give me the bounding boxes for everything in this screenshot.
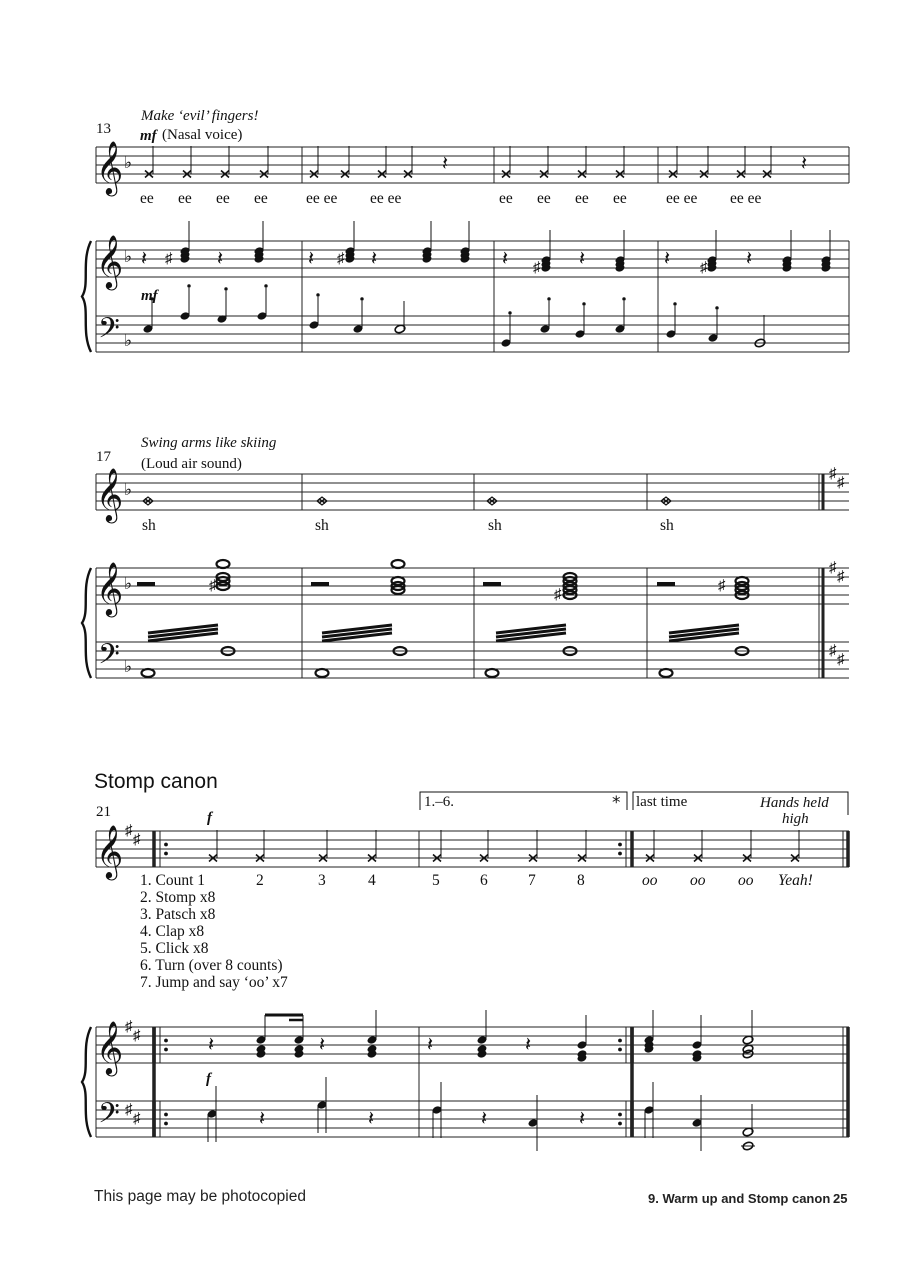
measure-number-17: 17 (96, 449, 111, 465)
staccato-dot (264, 284, 267, 287)
sharp-sign-icon: ♯ (533, 260, 541, 276)
repeat-dot (618, 1113, 622, 1117)
verse-item: 3. Patsch x8 (140, 906, 216, 923)
whole-note (660, 669, 673, 677)
quarter-rest-icon: 𝄽 (801, 153, 808, 175)
sharp-sign-icon: ♯ (125, 823, 133, 839)
sharp-sign-icon: ♯ (165, 251, 173, 267)
quarter-rest-icon: 𝄽 (259, 1108, 266, 1130)
measure-number-13: 13 (96, 121, 111, 137)
quarter-rest-icon: 𝄽 (308, 248, 315, 270)
treble-clef-icon: 𝄞 (96, 142, 124, 193)
half-rest (483, 582, 501, 586)
quarter-rest-icon: 𝄽 (579, 248, 586, 270)
direction-swing-arms: Swing arms like skiing (141, 435, 277, 451)
last-time-word: oo (738, 872, 754, 889)
quarter-rest-icon: 𝄽 (502, 248, 509, 270)
staccato-dot (360, 297, 363, 300)
count-label: 7 (528, 872, 536, 889)
sharp-sign-icon: ♯ (125, 1019, 133, 1035)
sharp-sign-icon: ♯ (837, 652, 845, 668)
verse-item: 2. Stomp x8 (140, 889, 216, 906)
lyric: sh (660, 517, 674, 534)
staccato-dot (715, 306, 718, 309)
last-time-word: Yeah! (778, 872, 813, 889)
verse-item: 7. Jump and say ‘oo’ x7 (140, 974, 288, 991)
quarter-rest-icon: 𝄽 (525, 1034, 532, 1056)
staccato-dot (316, 293, 319, 296)
footnote-asterisk: * (612, 793, 621, 813)
brace-icon (82, 568, 91, 678)
lyric: sh (488, 517, 502, 534)
treble-clef-icon: 𝄞 (96, 563, 124, 614)
repeat-dot (164, 852, 168, 856)
sharp-sign-icon: ♯ (829, 466, 837, 482)
count-label: 3 (318, 872, 326, 889)
repeat-dot (618, 1122, 622, 1126)
whole-note (392, 560, 405, 568)
count-label: 1. Count 1 (140, 872, 206, 889)
lyric: ee (178, 190, 192, 207)
volta-first-ending-label: 1.–6. (424, 794, 454, 810)
section-title: Stomp canon (94, 770, 218, 793)
lyric: ee ee (666, 190, 698, 207)
flat-sign-icon: ♭ (124, 247, 133, 266)
lyric: ee (499, 190, 513, 207)
staccato-dot (622, 297, 625, 300)
staccato-dot (508, 311, 511, 314)
lyric: ee (216, 190, 230, 207)
bass-clef-icon: 𝄢 (98, 640, 120, 677)
treble-clef-icon: 𝄞 (96, 236, 124, 287)
sharp-sign-icon: ♯ (829, 560, 837, 576)
lyric: ee ee (370, 190, 402, 207)
sharp-sign-icon: ♯ (837, 569, 845, 585)
repeat-dot (164, 1122, 168, 1126)
sharp-sign-icon: ♯ (209, 578, 217, 594)
last-time-word: oo (690, 872, 706, 889)
treble-clef-icon: 𝄞 (96, 469, 124, 520)
flat-sign-icon: ♭ (124, 480, 133, 499)
count-label: 4 (368, 872, 376, 889)
verse-item: 6. Turn (over 8 counts) (140, 957, 283, 974)
treble-clef-icon: 𝄞 (96, 826, 124, 877)
staccato-dot (673, 302, 676, 305)
sharp-sign-icon: ♯ (133, 832, 141, 848)
repeat-dot (618, 1048, 622, 1052)
footer-section-label: 9. Warm up and Stomp canon (648, 1191, 831, 1206)
sharp-sign-icon: ♯ (837, 475, 845, 491)
flat-sign-icon: ♭ (124, 574, 133, 593)
verse-item: 4. Clap x8 (140, 923, 205, 940)
measure-number-21: 21 (96, 804, 111, 820)
lyric: ee (575, 190, 589, 207)
quarter-rest-icon: 𝄽 (481, 1108, 488, 1130)
sharp-sign-icon: ♯ (337, 251, 345, 267)
repeat-dot (164, 1048, 168, 1052)
flat-sign-icon: ♭ (124, 153, 133, 172)
dynamic-voice-mf: mf (140, 128, 157, 144)
repeat-dot (164, 843, 168, 847)
half-rest (137, 582, 155, 586)
quarter-rest-icon: 𝄽 (141, 248, 148, 270)
quarter-rest-icon: 𝄽 (746, 248, 753, 270)
quarter-rest-icon: 𝄽 (217, 248, 224, 270)
count-label: 5 (432, 872, 440, 889)
brace-icon (82, 1027, 91, 1137)
half-rest (657, 582, 675, 586)
sharp-sign-icon: ♯ (133, 1111, 141, 1127)
repeat-dot (618, 843, 622, 847)
quarter-rest-icon: 𝄽 (664, 248, 671, 270)
count-label: 8 (577, 872, 585, 889)
quarter-rest-icon: 𝄽 (579, 1108, 586, 1130)
treble-clef-icon: 𝄞 (96, 1022, 124, 1073)
whole-note (217, 560, 230, 568)
lyric: sh (142, 517, 156, 534)
lyric: ee ee (306, 190, 338, 207)
lyric: sh (315, 517, 329, 534)
quarter-rest-icon: 𝄽 (427, 1034, 434, 1056)
brace-icon (82, 241, 91, 352)
count-label: 6 (480, 872, 488, 889)
voice-note-loud-air: (Loud air sound) (141, 456, 242, 472)
lyric: ee (613, 190, 627, 207)
staccato-dot (582, 302, 585, 305)
whole-note (486, 669, 499, 677)
sharp-sign-icon: ♯ (700, 260, 708, 276)
lyric: ee (254, 190, 268, 207)
staccato-dot (187, 284, 190, 287)
flat-sign-icon: ♭ (124, 331, 133, 350)
bass-clef-icon: 𝄢 (98, 314, 120, 351)
sharp-sign-icon: ♯ (133, 1028, 141, 1044)
lyric: ee ee (730, 190, 762, 207)
sharp-sign-icon: ♯ (829, 643, 837, 659)
whole-note (316, 669, 329, 677)
verse-item: 5. Click x8 (140, 940, 209, 957)
lyric: ee (140, 190, 154, 207)
quarter-rest-icon: 𝄽 (371, 248, 378, 270)
sharp-sign-icon: ♯ (718, 578, 726, 594)
repeat-dot (164, 1113, 168, 1117)
dynamic-voice-f: f (207, 810, 212, 826)
repeat-dot (164, 1039, 168, 1043)
volta-last-time-label: last time (636, 794, 688, 810)
last-time-word: oo (642, 872, 658, 889)
dynamic-piano-f: f (206, 1071, 211, 1087)
footer-photocopy-note: This page may be photocopied (94, 1188, 306, 1205)
direction-evil-fingers: Make ‘evil’ fingers! (141, 108, 259, 124)
dynamic-piano-mf: mf (141, 288, 158, 304)
half-rest (311, 582, 329, 586)
voice-note-nasal: (Nasal voice) (162, 127, 243, 143)
staccato-dot (547, 297, 550, 300)
quarter-rest-icon: 𝄽 (368, 1108, 375, 1130)
repeat-dot (618, 1039, 622, 1043)
lyric: ee (537, 190, 551, 207)
direction-hands-held: Hands held (760, 795, 829, 811)
repeat-dot (618, 852, 622, 856)
sharp-sign-icon: ♯ (125, 1102, 133, 1118)
flat-sign-icon: ♭ (124, 657, 133, 676)
quarter-rest-icon: 𝄽 (319, 1034, 326, 1056)
footer-page-number: 25 (833, 1191, 848, 1206)
sharp-sign-icon: ♯ (554, 587, 562, 603)
bass-clef-icon: 𝄢 (98, 1099, 120, 1136)
quarter-rest-icon: 𝄽 (208, 1034, 215, 1056)
whole-note (142, 669, 155, 677)
staccato-dot (224, 287, 227, 290)
direction-high: high (782, 811, 809, 827)
quarter-rest-icon: 𝄽 (442, 153, 449, 175)
count-label: 2 (256, 872, 264, 889)
